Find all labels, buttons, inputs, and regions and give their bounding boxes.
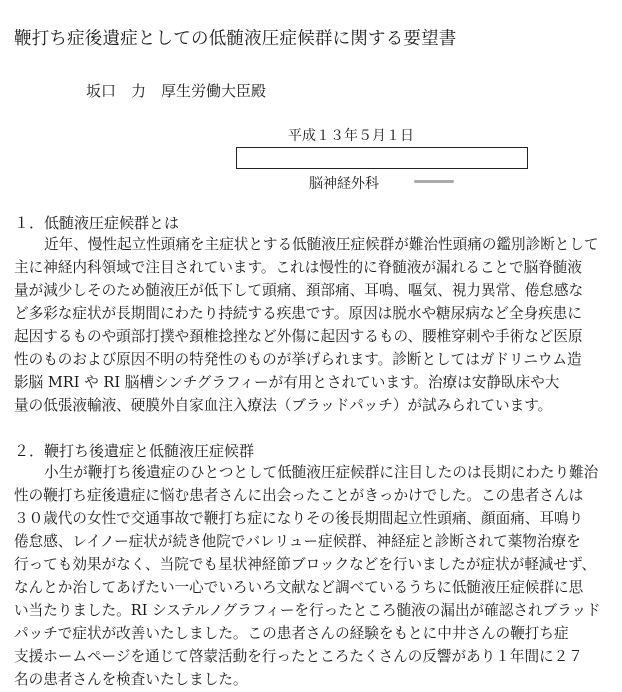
document-title: 鞭打ち症後遺症としての低髄液圧症候群に関する要望書 bbox=[14, 29, 457, 49]
body-line: い当たりました。RI システルノグラフィーを行ったところ髄液の漏出が確認されブラッド bbox=[14, 602, 601, 619]
body-line: 影脳 MRI や RI 脳槽シンチグラフィーが有用とされています。治療は安静臥床や大 bbox=[14, 374, 560, 391]
letter-date: 平成１３年５月１日 bbox=[288, 128, 414, 144]
sender-department: 脳神経外科 bbox=[309, 176, 379, 192]
body-line: ど多彩な症状が長期間にわたり持続する疾患です。原因は脱水や糖尿病など全身疾患に bbox=[14, 305, 582, 322]
body-line: 名の患者さんを検査いたしました。 bbox=[14, 671, 248, 688]
body-line: 近年、慢性起立性頭痛を主症状とする低髄液圧症候群が難治性頭痛の鑑別診断として bbox=[44, 236, 599, 253]
body-line: 量が減少しそのため髄液圧が低下して頭痛、頚部痛、耳鳴、嘔気、視力異常、倦怠感な bbox=[14, 282, 584, 299]
section-body-1 bbox=[14, 233, 610, 417]
body-line: 性のものおよび原因不明の特発性のものが挙げられます。診断としてはガドリニウム造 bbox=[14, 351, 582, 368]
body-line: 支援ホームページを通じて啓蒙活動を行ったところたくさんの反響があり１年間に２７ bbox=[14, 648, 583, 665]
body-line: 倦怠感、レイノー症状が続き他院でバレリュー症候群、神経症と診断されて薬物治療を bbox=[14, 533, 581, 550]
body-line: 主に神経内科領域で注目されています。これは慢性的に脊髄液が漏れることで脳脊髄液 bbox=[14, 259, 582, 276]
body-line: なんとか治してあげたい一心でいろいろ文献など調べているうちに低髄液圧症候群に思 bbox=[14, 579, 584, 596]
section-heading-1: １．低髄液圧症候群とは bbox=[14, 214, 180, 232]
redaction-smudge bbox=[414, 180, 454, 183]
body-line: 量の低張液輸液、硬膜外自家血注入療法（ブラッドパッチ）が試みられています。 bbox=[14, 397, 553, 414]
body-line: 小生が鞭打ち後遺症のひとつとして低髄液圧症候群に注目したのは長期にわたり難治 bbox=[44, 464, 599, 481]
body-line: 起因するものや頭部打撲や頚椎捻挫など外傷に起因するもの、腰椎穿刺や手術など医原 bbox=[14, 328, 583, 345]
redacted-sender-box bbox=[236, 147, 528, 169]
addressee: 坂口 力 厚生労働大臣殿 bbox=[86, 82, 267, 100]
section-body-2 bbox=[14, 461, 610, 691]
body-line: パッチで症状が改善いたしました。この患者さんの経験をもとに中井さんの鞭打ち症 bbox=[14, 625, 569, 642]
section-heading-2: ２．鞭打ち後遺症と低髄液圧症候群 bbox=[14, 442, 255, 460]
body-line: ３０歳代の女性で交通事故で鞭打ち症になりその後長期間起立性頭痛、顔面痛、耳鳴り bbox=[14, 510, 584, 527]
body-line: 性の鞭打ち症後遺症に悩む患者さんに出会ったことがきっかけでした。この患者さんは bbox=[14, 487, 584, 504]
body-line: 行っても効果がなく、当院でも星状神経節ブロックなどを行いましたが症状が軽減せず、 bbox=[14, 556, 597, 573]
